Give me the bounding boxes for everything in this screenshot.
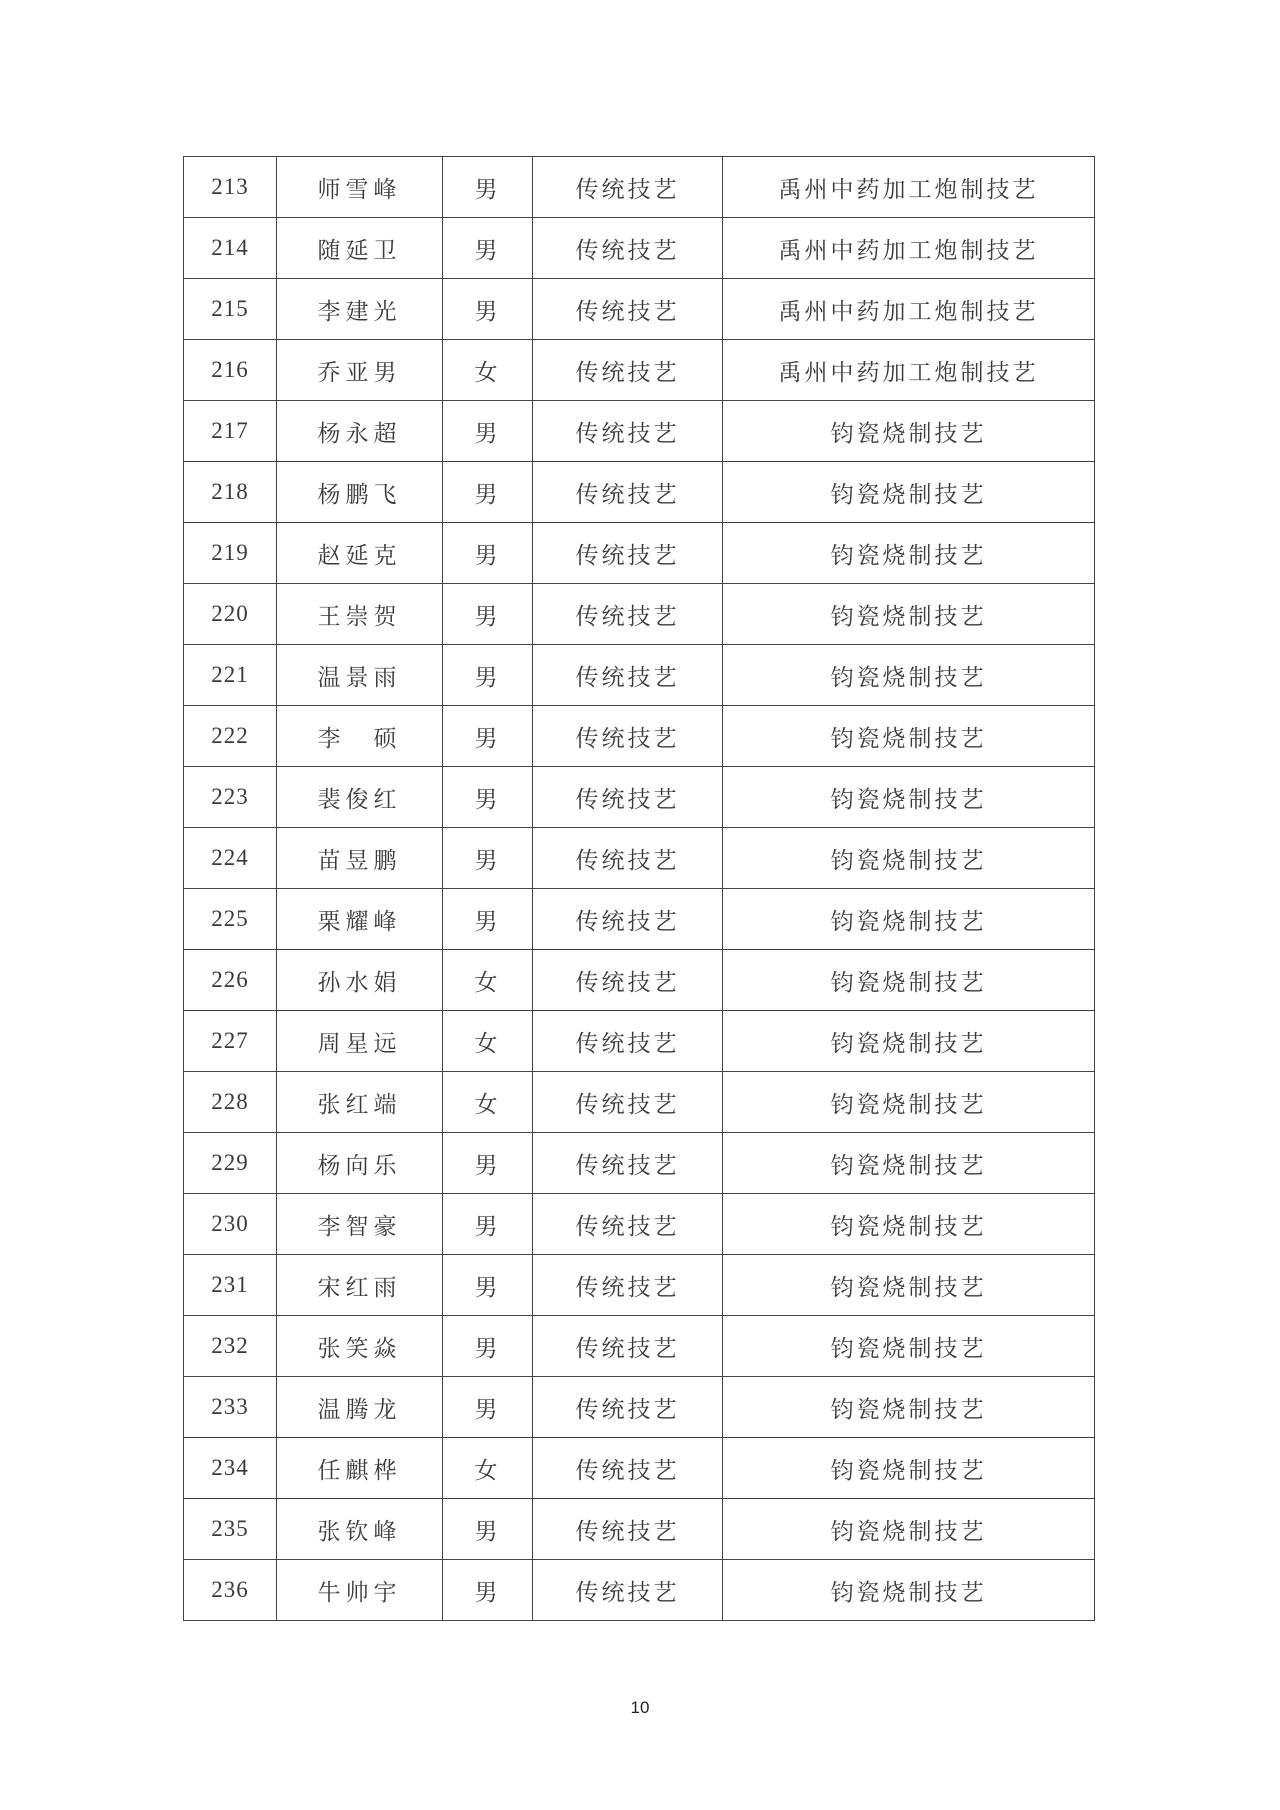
name-cell: 栗耀峰 (277, 889, 443, 950)
row-number-cell: 233 (184, 1377, 277, 1438)
project-cell: 钧瓷烧制技艺 (723, 1255, 1095, 1316)
roster-table-body (184, 157, 1095, 1621)
row-number-cell: 229 (184, 1133, 277, 1194)
project-cell: 钧瓷烧制技艺 (723, 1499, 1095, 1560)
name-cell: 宋红雨 (277, 1255, 443, 1316)
category-cell: 传统技艺 (533, 157, 723, 218)
gender-cell: 男 (443, 157, 533, 218)
category-cell: 传统技艺 (533, 218, 723, 279)
row-number-cell: 232 (184, 1316, 277, 1377)
project-cell: 禹州中药加工炮制技艺 (723, 340, 1095, 401)
name-cell: 任麒桦 (277, 1438, 443, 1499)
gender-cell: 男 (443, 706, 533, 767)
table-row (184, 767, 1095, 828)
category-cell: 传统技艺 (533, 279, 723, 340)
project-cell: 钧瓷烧制技艺 (723, 950, 1095, 1011)
name-cell: 李 硕 (277, 706, 443, 767)
gender-cell: 男 (443, 218, 533, 279)
project-cell: 禹州中药加工炮制技艺 (723, 218, 1095, 279)
name-cell: 牛帅宇 (277, 1560, 443, 1621)
name-cell: 杨永超 (277, 401, 443, 462)
table-row (184, 1072, 1095, 1133)
name-cell: 师雪峰 (277, 157, 443, 218)
category-cell: 传统技艺 (533, 767, 723, 828)
project-cell: 钧瓷烧制技艺 (723, 828, 1095, 889)
name-cell: 张红端 (277, 1072, 443, 1133)
name-cell: 温腾龙 (277, 1377, 443, 1438)
gender-cell: 男 (443, 279, 533, 340)
category-cell: 传统技艺 (533, 706, 723, 767)
name-cell: 周星远 (277, 1011, 443, 1072)
gender-cell: 男 (443, 523, 533, 584)
table-row (184, 157, 1095, 218)
gender-cell: 女 (443, 950, 533, 1011)
row-number-cell: 221 (184, 645, 277, 706)
row-number-cell: 214 (184, 218, 277, 279)
category-cell: 传统技艺 (533, 1011, 723, 1072)
name-cell: 杨鹏飞 (277, 462, 443, 523)
name-cell: 裴俊红 (277, 767, 443, 828)
table-row (184, 1499, 1095, 1560)
gender-cell: 男 (443, 1133, 533, 1194)
row-number-cell: 234 (184, 1438, 277, 1499)
project-cell: 钧瓷烧制技艺 (723, 645, 1095, 706)
category-cell: 传统技艺 (533, 889, 723, 950)
table-row (184, 1316, 1095, 1377)
category-cell: 传统技艺 (533, 523, 723, 584)
table-row (184, 279, 1095, 340)
gender-cell: 男 (443, 645, 533, 706)
row-number-cell: 230 (184, 1194, 277, 1255)
category-cell: 传统技艺 (533, 1560, 723, 1621)
category-cell: 传统技艺 (533, 950, 723, 1011)
name-cell: 李智豪 (277, 1194, 443, 1255)
project-cell: 钧瓷烧制技艺 (723, 462, 1095, 523)
project-cell: 钧瓷烧制技艺 (723, 584, 1095, 645)
gender-cell: 男 (443, 767, 533, 828)
project-cell: 钧瓷烧制技艺 (723, 889, 1095, 950)
table-row (184, 1011, 1095, 1072)
table-row (184, 401, 1095, 462)
gender-cell: 男 (443, 1255, 533, 1316)
table-row (184, 1560, 1095, 1621)
table-row (184, 1133, 1095, 1194)
name-cell: 张笑焱 (277, 1316, 443, 1377)
gender-cell: 女 (443, 340, 533, 401)
category-cell: 传统技艺 (533, 1255, 723, 1316)
name-cell: 杨向乐 (277, 1133, 443, 1194)
name-cell: 赵延克 (277, 523, 443, 584)
row-number-cell: 217 (184, 401, 277, 462)
project-cell: 禹州中药加工炮制技艺 (723, 157, 1095, 218)
gender-cell: 男 (443, 462, 533, 523)
table-row (184, 340, 1095, 401)
category-cell: 传统技艺 (533, 340, 723, 401)
table-row (184, 1194, 1095, 1255)
category-cell: 传统技艺 (533, 584, 723, 645)
table-row (184, 584, 1095, 645)
category-cell: 传统技艺 (533, 1072, 723, 1133)
project-cell: 钧瓷烧制技艺 (723, 523, 1095, 584)
table-row (184, 218, 1095, 279)
row-number-cell: 223 (184, 767, 277, 828)
project-cell: 钧瓷烧制技艺 (723, 1560, 1095, 1621)
name-cell: 李建光 (277, 279, 443, 340)
project-cell: 钧瓷烧制技艺 (723, 1316, 1095, 1377)
name-cell: 孙水娟 (277, 950, 443, 1011)
table-row (184, 523, 1095, 584)
row-number-cell: 222 (184, 706, 277, 767)
project-cell: 禹州中药加工炮制技艺 (723, 279, 1095, 340)
row-number-cell: 219 (184, 523, 277, 584)
project-cell: 钧瓷烧制技艺 (723, 1377, 1095, 1438)
category-cell: 传统技艺 (533, 1194, 723, 1255)
name-cell: 苗昱鹏 (277, 828, 443, 889)
gender-cell: 男 (443, 1499, 533, 1560)
gender-cell: 男 (443, 828, 533, 889)
gender-cell: 男 (443, 1194, 533, 1255)
project-cell: 钧瓷烧制技艺 (723, 1133, 1095, 1194)
name-cell: 王崇贺 (277, 584, 443, 645)
row-number-cell: 218 (184, 462, 277, 523)
name-cell: 温景雨 (277, 645, 443, 706)
project-cell: 钧瓷烧制技艺 (723, 1011, 1095, 1072)
table-row (184, 1377, 1095, 1438)
project-cell: 钧瓷烧制技艺 (723, 1072, 1095, 1133)
row-number-cell: 231 (184, 1255, 277, 1316)
category-cell: 传统技艺 (533, 828, 723, 889)
gender-cell: 男 (443, 889, 533, 950)
project-cell: 钧瓷烧制技艺 (723, 1438, 1095, 1499)
row-number-cell: 235 (184, 1499, 277, 1560)
name-cell: 乔亚男 (277, 340, 443, 401)
table-row (184, 1438, 1095, 1499)
row-number-cell: 226 (184, 950, 277, 1011)
row-number-cell: 224 (184, 828, 277, 889)
row-number-cell: 225 (184, 889, 277, 950)
category-cell: 传统技艺 (533, 1133, 723, 1194)
gender-cell: 男 (443, 1560, 533, 1621)
category-cell: 传统技艺 (533, 401, 723, 462)
gender-cell: 男 (443, 584, 533, 645)
row-number-cell: 227 (184, 1011, 277, 1072)
row-number-cell: 216 (184, 340, 277, 401)
project-cell: 钧瓷烧制技艺 (723, 1194, 1095, 1255)
project-cell: 钧瓷烧制技艺 (723, 767, 1095, 828)
row-number-cell: 220 (184, 584, 277, 645)
table-row (184, 1255, 1095, 1316)
name-cell: 张钦峰 (277, 1499, 443, 1560)
project-cell: 钧瓷烧制技艺 (723, 706, 1095, 767)
table-row (184, 645, 1095, 706)
category-cell: 传统技艺 (533, 462, 723, 523)
gender-cell: 女 (443, 1072, 533, 1133)
table-row (184, 706, 1095, 767)
row-number-cell: 236 (184, 1560, 277, 1621)
table-row (184, 462, 1095, 523)
table-row (184, 828, 1095, 889)
gender-cell: 男 (443, 1316, 533, 1377)
name-cell: 随延卫 (277, 218, 443, 279)
category-cell: 传统技艺 (533, 645, 723, 706)
row-number-cell: 228 (184, 1072, 277, 1133)
page-number: 10 (630, 1698, 650, 1717)
table-row (184, 950, 1095, 1011)
category-cell: 传统技艺 (533, 1316, 723, 1377)
gender-cell: 男 (443, 1377, 533, 1438)
gender-cell: 男 (443, 401, 533, 462)
gender-cell: 女 (443, 1438, 533, 1499)
row-number-cell: 213 (184, 157, 277, 218)
category-cell: 传统技艺 (533, 1499, 723, 1560)
table-row (184, 889, 1095, 950)
roster-table (183, 156, 1095, 1621)
row-number-cell: 215 (184, 279, 277, 340)
gender-cell: 女 (443, 1011, 533, 1072)
category-cell: 传统技艺 (533, 1438, 723, 1499)
category-cell: 传统技艺 (533, 1377, 723, 1438)
project-cell: 钧瓷烧制技艺 (723, 401, 1095, 462)
